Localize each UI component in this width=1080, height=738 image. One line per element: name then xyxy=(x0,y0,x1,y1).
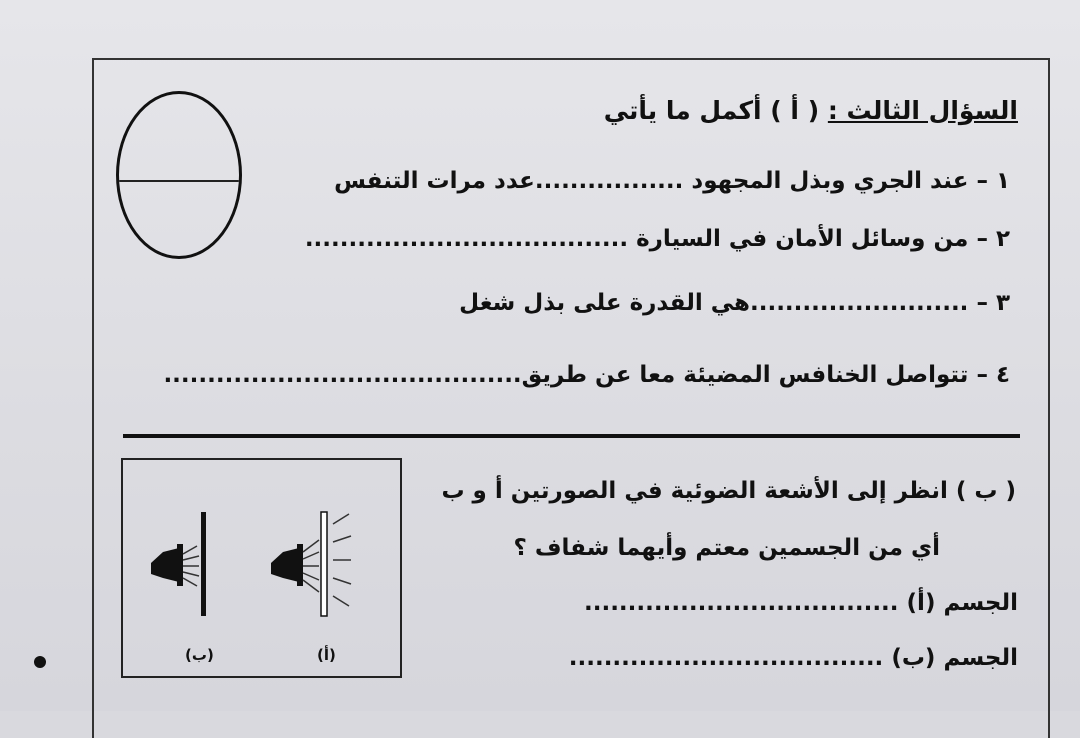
question-item-3 xyxy=(459,290,1010,316)
answer-blank[interactable]: ......................................... xyxy=(163,362,522,388)
question-item-1 xyxy=(334,168,1010,194)
section-divider xyxy=(123,434,1020,438)
item-text: تتواصل الخنافس المضيئة معا عن طريق xyxy=(521,362,969,388)
part-b-heading: ( ب ) انظر إلى الأشعة الضوئية في الصورتين أ و ب xyxy=(441,478,1016,504)
question-title-part: ( أ ) أكمل ما يأتي xyxy=(603,96,820,125)
item-number: ١ – xyxy=(976,168,1010,194)
light-rays-illustration xyxy=(123,460,404,680)
question-item-2 xyxy=(305,226,1010,252)
item-text: من وسائل الأمان في السيارة xyxy=(636,226,969,252)
score-oval xyxy=(116,91,242,259)
answer-blank[interactable]: ................. xyxy=(534,168,684,194)
answer-body-a xyxy=(584,590,1018,616)
answer-blank[interactable]: .................................... xyxy=(583,590,899,616)
answer-blank[interactable]: ..................................... xyxy=(304,226,629,252)
answer-body-b xyxy=(569,645,1018,671)
lamp-a-icon xyxy=(271,540,319,592)
part-b-subheading: أي من الجسمين معتم وأيهما شفاف ؟ xyxy=(513,535,940,561)
opaque-wall-icon xyxy=(201,512,206,616)
score-divider-line xyxy=(119,180,239,182)
item-number: ٢ – xyxy=(976,226,1010,252)
passing-rays-icon xyxy=(333,514,351,606)
item-tail: عدد مرات التنفس xyxy=(334,168,535,194)
figure-label-b: (ب) xyxy=(185,646,214,664)
question-title-label: السؤال الثالث : xyxy=(827,96,1018,125)
light-figure-box xyxy=(121,458,402,678)
answer-label: الجسم (ب) xyxy=(891,645,1018,671)
item-number: ٤ – xyxy=(976,362,1010,388)
lamp-b-icon xyxy=(151,544,199,586)
answer-blank[interactable]: .................................... xyxy=(568,645,884,671)
question-title xyxy=(604,96,1018,125)
item-text: هي القدرة على بذل شغل xyxy=(459,290,750,316)
answer-label: الجسم (أ) xyxy=(906,590,1018,616)
item-number: ٣ – xyxy=(976,290,1010,316)
transparent-sheet-icon xyxy=(321,512,327,616)
question-item-4 xyxy=(163,362,1010,388)
answer-blank[interactable]: ......................... xyxy=(749,290,969,316)
item-text: عند الجري وبذل المجهود xyxy=(691,168,969,194)
bullet-dot xyxy=(34,656,46,668)
figure-label-a: (أ) xyxy=(317,646,336,664)
